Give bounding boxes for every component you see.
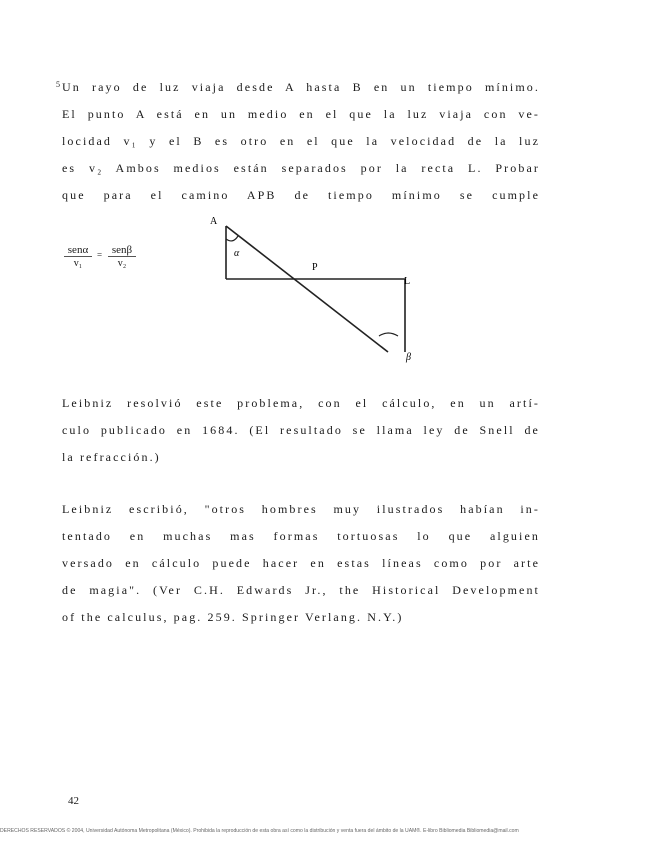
text-line: El punto A está en un medio en el que la luz viaja con ve- xyxy=(62,107,540,121)
label-L: L xyxy=(404,276,411,287)
text-line: la refracción.) xyxy=(62,450,161,464)
text-line: de magia". (Ver C.H. Edwards Jr., the Historical Development xyxy=(62,583,540,597)
leibniz-paragraph xyxy=(62,390,540,471)
refraction-diagram xyxy=(200,212,430,372)
text-line: culo publicado en 1684. (El resultado se llama ley de Snell de xyxy=(62,423,540,437)
numerator-alpha: senα xyxy=(67,244,89,256)
label-alpha: α xyxy=(234,248,240,259)
footnote-marker: 5 xyxy=(56,80,60,89)
quote-paragraph xyxy=(62,496,540,631)
text-line: Un rayo de luz viaja desde A hasta B en un tiempo mínimo. xyxy=(62,80,540,94)
text-line: of the calculus, pag. 259. Springer Verlang. N.Y.) xyxy=(62,610,404,624)
label-P: P xyxy=(312,262,318,273)
text-line: que para el camino APB de tiempo mínimo se cumple xyxy=(62,188,540,202)
fraction-alpha xyxy=(64,244,92,271)
text-line: locidad v₁ y el B es otro en el que la velocidad de la luz xyxy=(62,134,540,148)
alpha-arc xyxy=(226,236,238,241)
denominator-v1: v₁ xyxy=(64,256,92,271)
page-number: 42 xyxy=(68,795,79,807)
label-A: A xyxy=(210,216,218,227)
text-line: Leibniz escribió, "otros hombres muy ilustrados habían in- xyxy=(62,502,540,516)
text-line: Leibniz resolvió este problema, con el cálculo, en un artí- xyxy=(62,396,540,410)
fraction-beta xyxy=(108,244,136,271)
numerator-beta: senβ xyxy=(111,244,133,256)
problem-statement xyxy=(62,74,540,209)
snell-formula xyxy=(62,244,152,280)
beta-arc xyxy=(379,333,398,336)
text-line: versado en cálculo puede hacer en estas líneas como por arte xyxy=(62,556,540,570)
light-path xyxy=(226,226,388,352)
equals-sign: = xyxy=(97,250,103,260)
copyright-footer: DERECHOS RESERVADOS © 2004, Universidad Autónoma Metropolitana (México). Prohibida la reproducción de esta obra así como la distribución y venta fuera del ámbito de la UAM®. E-libro Bibliomedia Bibliomedia@mail.com xyxy=(0,828,519,834)
text-line: es v₂ Ambos medios están separados por la recta L. Probar xyxy=(62,161,540,175)
label-beta: β xyxy=(406,352,411,363)
denominator-v2: v₂ xyxy=(108,256,136,271)
text-line: tentado en muchas mas formas tortuosas lo que alguien xyxy=(62,529,540,543)
